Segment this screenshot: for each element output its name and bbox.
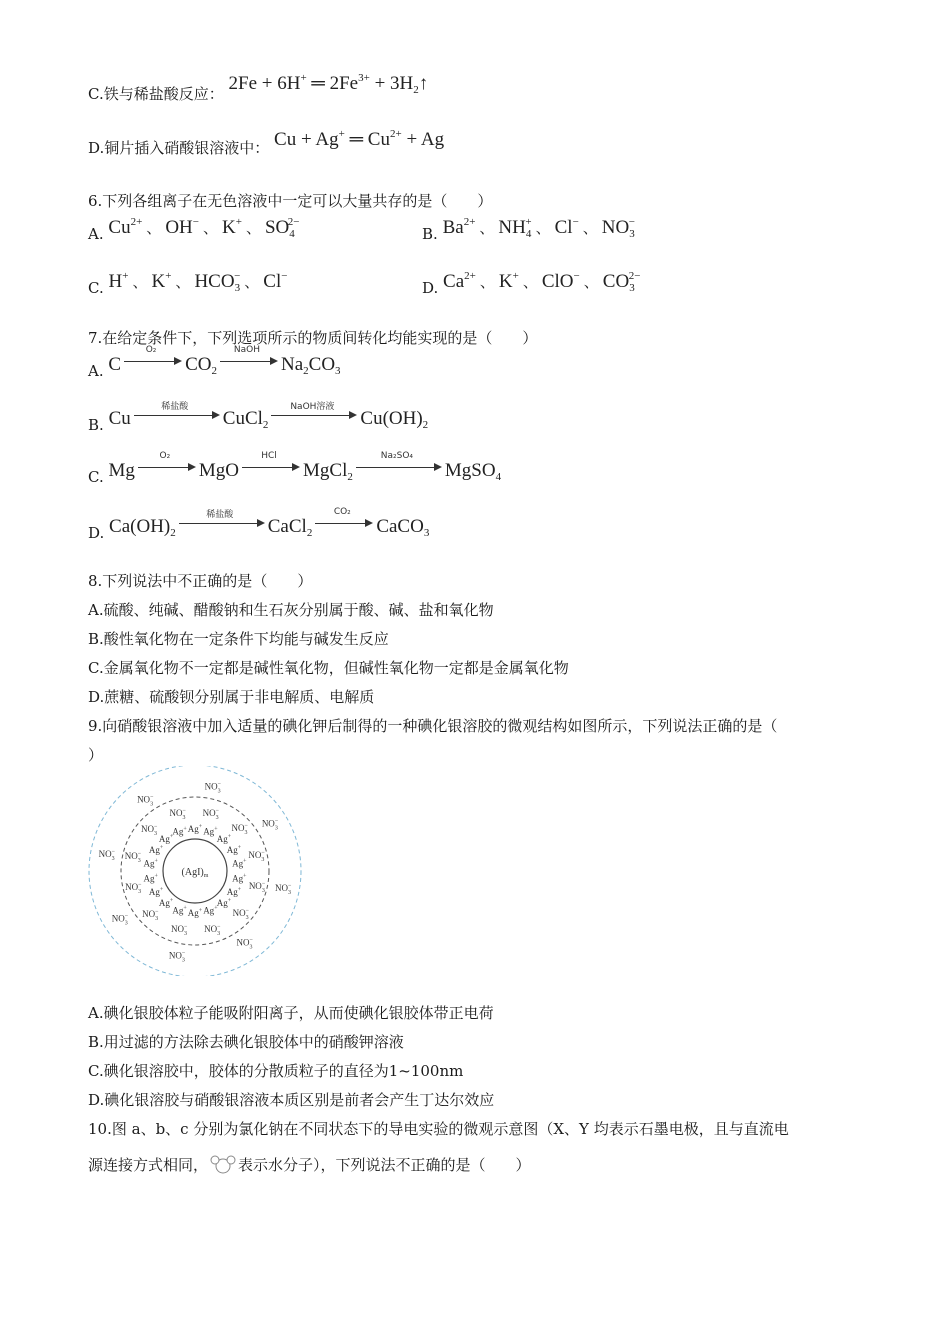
q10-stem-line2-post: 表示水分子），下列说法不正确的是（ ） — [238, 1156, 531, 1174]
q8-stem: 8.下列说法中不正确的是（ ） — [88, 572, 313, 590]
q7-option-a — [88, 345, 341, 383]
ag-cation: Ag+ — [143, 858, 158, 869]
arrow-condition-dilute-hcl: 稀盐酸 — [206, 510, 234, 520]
nitrate-anion: $NO_3-$ — [111, 913, 129, 927]
nitrate-anion: $NO_3-$ — [275, 883, 292, 897]
nitrate-anion: $NO_3-$ — [204, 781, 222, 795]
nitrate-anion: $NO_3-$ — [232, 907, 249, 921]
arrow-condition-o2: O₂ — [159, 451, 171, 461]
q6-option-a-ions: $Cu^{2+}$ 、 OH− 、 K+ 、 $SO_4^{2-}$ — [108, 216, 300, 240]
nitrate-anion: $NO_3-$ — [168, 950, 186, 964]
q8-option-d: D.蔗糖、硫酸钡分别属于非电解质、电解质 — [88, 688, 375, 706]
q9-stem-line2: ） — [88, 746, 104, 764]
arrow-condition-co2: CO₂ — [333, 507, 351, 517]
q9-stem-line1: 9.向硝酸银溶液中加入适量的碘化钾后制得的一种碘化银溶胶的微观结构如图所示，下列说法正确的是（ — [88, 717, 778, 735]
ag-cation: Ag+ — [187, 824, 203, 834]
q6-option-a — [88, 216, 300, 246]
nitrate-anion: $NO_3-$ — [248, 880, 266, 894]
q5-option-c — [88, 72, 429, 106]
ag-cation: Ag+ — [148, 845, 164, 855]
ag-cation: Ag+ — [172, 905, 187, 916]
q6-option-d-ions: $Ca^{2+}$ 、 K+ 、 ClO− 、 $CO_3^{2-}$ — [443, 270, 641, 294]
nitrate-anion: $NO_3-$ — [169, 808, 186, 822]
q6-option-c-label: C. — [88, 279, 104, 297]
nitrate-anion: $NO_3-$ — [231, 823, 248, 837]
q7-option-c-chain: Mg O₂ MgO HCl MgCl$_2$ Na₂SO₄ MgSO$_4$ — [108, 451, 502, 483]
q9-option-b: B.用过滤的方法除去碘化银胶体中的硝酸钾溶液 — [88, 1033, 404, 1051]
q7-option-a-chain: C O₂ $CO_2$ NaOH $Na_2CO_3$ — [108, 345, 341, 377]
q6-stem: 6.下列各组离子在无色溶液中一定可以大量共存的是（ ） — [88, 192, 493, 210]
nitrate-anion: $NO_3-$ — [261, 818, 279, 832]
ag-cation: Ag+ — [232, 858, 247, 869]
ag-cation: Ag+ — [148, 887, 164, 897]
q8-option-b: B.酸性氧化物在一定条件下均能与碱发生反应 — [88, 630, 389, 648]
nitrate-anion: $NO_3-$ — [202, 807, 220, 821]
nitrate-anion: $NO_3-$ — [124, 851, 142, 865]
ag-cation: Ag+ — [158, 833, 174, 844]
q6-option-b-ions: $Ba^{2+}$ 、 $NH_4^+$ 、 Cl− 、 $NO_3^-$ — [442, 216, 635, 240]
q10-stem-line1: 10.图 a、b、c 分别为氯化钠在不同状态下的导电实验的微观示意图（X、Y 均表示石墨电极，且与直流电 — [88, 1120, 789, 1138]
ag-cation: Ag+ — [226, 887, 242, 897]
q6-option-c-ions: H+ 、 K+ 、 $HCO_3^-$ 、 Cl− — [108, 270, 288, 294]
q5-option-c-equation: 2Fe + 6H+ ═ $2Fe^{3+}$ + $3H_2↑$ — [228, 72, 429, 96]
q6-option-c — [88, 270, 288, 300]
q5-option-d — [88, 128, 445, 159]
svg-text:(AgI)m: $(AgI)_m$ — [181, 867, 209, 879]
q9-option-d: D.碘化银溶胶与硝酸银溶液本质区别是前者会产生丁达尔效应 — [88, 1091, 495, 1109]
q9-option-a: A.碘化银胶体粒子能吸附阳离子，从而使碘化银胶体带正电荷 — [88, 1004, 494, 1022]
q6-option-d-label: D. — [422, 279, 439, 297]
q7-option-d-label: D. — [88, 524, 105, 542]
q6-option-b-label: B. — [422, 225, 438, 243]
nitrate-anion: $NO_3-$ — [137, 794, 154, 808]
q6-option-b — [422, 216, 635, 246]
q5-option-d-label: D.铜片插入硝酸银溶液中： — [88, 139, 270, 157]
nitrate-anion: $NO_3-$ — [98, 848, 115, 862]
ag-cation: Ag+ — [226, 845, 242, 855]
ag-cation: Ag+ — [232, 873, 247, 884]
q7-option-b — [88, 402, 429, 437]
q7-option-b-label: B. — [88, 416, 104, 434]
ag-cation: Ag+ — [203, 826, 218, 837]
q7-option-d — [88, 507, 430, 545]
q10-stem-line2 — [88, 1154, 531, 1175]
ag-cation: Ag+ — [216, 833, 232, 844]
water-molecule-icon — [210, 1154, 236, 1174]
ag-cation: Ag+ — [203, 905, 218, 916]
q5-option-c-label: C.铁与稀盐酸反应： — [88, 85, 224, 103]
agi-colloid-diagram — [85, 766, 305, 976]
nitrate-anion: $NO_3-$ — [170, 924, 188, 938]
arrow-condition-naoh-solution: NaOH溶液 — [290, 402, 335, 412]
q8-option-c: C.金属氧化物不一定都是碱性氧化物，但碱性氧化物一定都是金属氧化物 — [88, 659, 569, 677]
q6-option-d — [422, 270, 641, 300]
nitrate-anion: $NO_3-$ — [141, 824, 158, 838]
q7-option-c-label: C. — [88, 468, 104, 486]
q10-stem-line2-pre: 源连接方式相同， — [88, 1156, 209, 1174]
nitrate-anion: $NO_3-$ — [236, 937, 253, 951]
arrow-condition-naoh: NaOH — [233, 345, 261, 355]
q7-option-c — [88, 451, 502, 489]
arrow-condition-na2so4: Na₂SO₄ — [380, 451, 414, 461]
q9-option-c: C.碘化银溶胶中，胶体的分散质粒子的直径为1~100nm — [88, 1062, 464, 1080]
nitrate-anion: $NO_3-$ — [125, 882, 142, 896]
arrow-condition-hcl: HCl — [261, 451, 277, 461]
ag-cation: Ag+ — [187, 908, 203, 918]
q7-option-d-chain: $Ca(OH)_2$ 稀盐酸 CaCl$_2$ CO₂ CaCO$_3$ — [109, 507, 430, 539]
nitrate-anion: $NO_3-$ — [204, 923, 221, 937]
q8-option-a: A.硫酸、纯碱、醋酸钠和生石灰分别属于酸、碱、盐和氧化物 — [88, 601, 494, 619]
q5-option-d-equation: Cu + Ag+ ═ $Cu^{2+} + Ag$ — [274, 128, 445, 150]
ag-cation: Ag+ — [158, 898, 174, 909]
q6-option-a-label: A. — [88, 225, 104, 243]
q7-stem: 7.在给定条件下，下列选项所示的物质间转化均能实现的是（ ） — [88, 329, 538, 347]
arrow-condition-o2: O₂ — [145, 345, 157, 355]
ag-cation: Ag+ — [143, 873, 158, 884]
ag-cation: Ag+ — [172, 826, 187, 837]
q7-option-a-label: A. — [88, 362, 104, 380]
ag-cation: Ag+ — [216, 898, 232, 909]
agi-core-label — [182, 867, 209, 879]
q7-option-b-chain: Cu 稀盐酸 CuCl$_2$ NaOH溶液 $Cu(OH)_2$ — [109, 408, 429, 429]
arrow-condition-dilute-hcl: 稀盐酸 — [161, 402, 189, 412]
nitrate-anion: $NO_3-$ — [248, 849, 265, 863]
nitrate-anion: $NO_3-$ — [142, 908, 159, 922]
